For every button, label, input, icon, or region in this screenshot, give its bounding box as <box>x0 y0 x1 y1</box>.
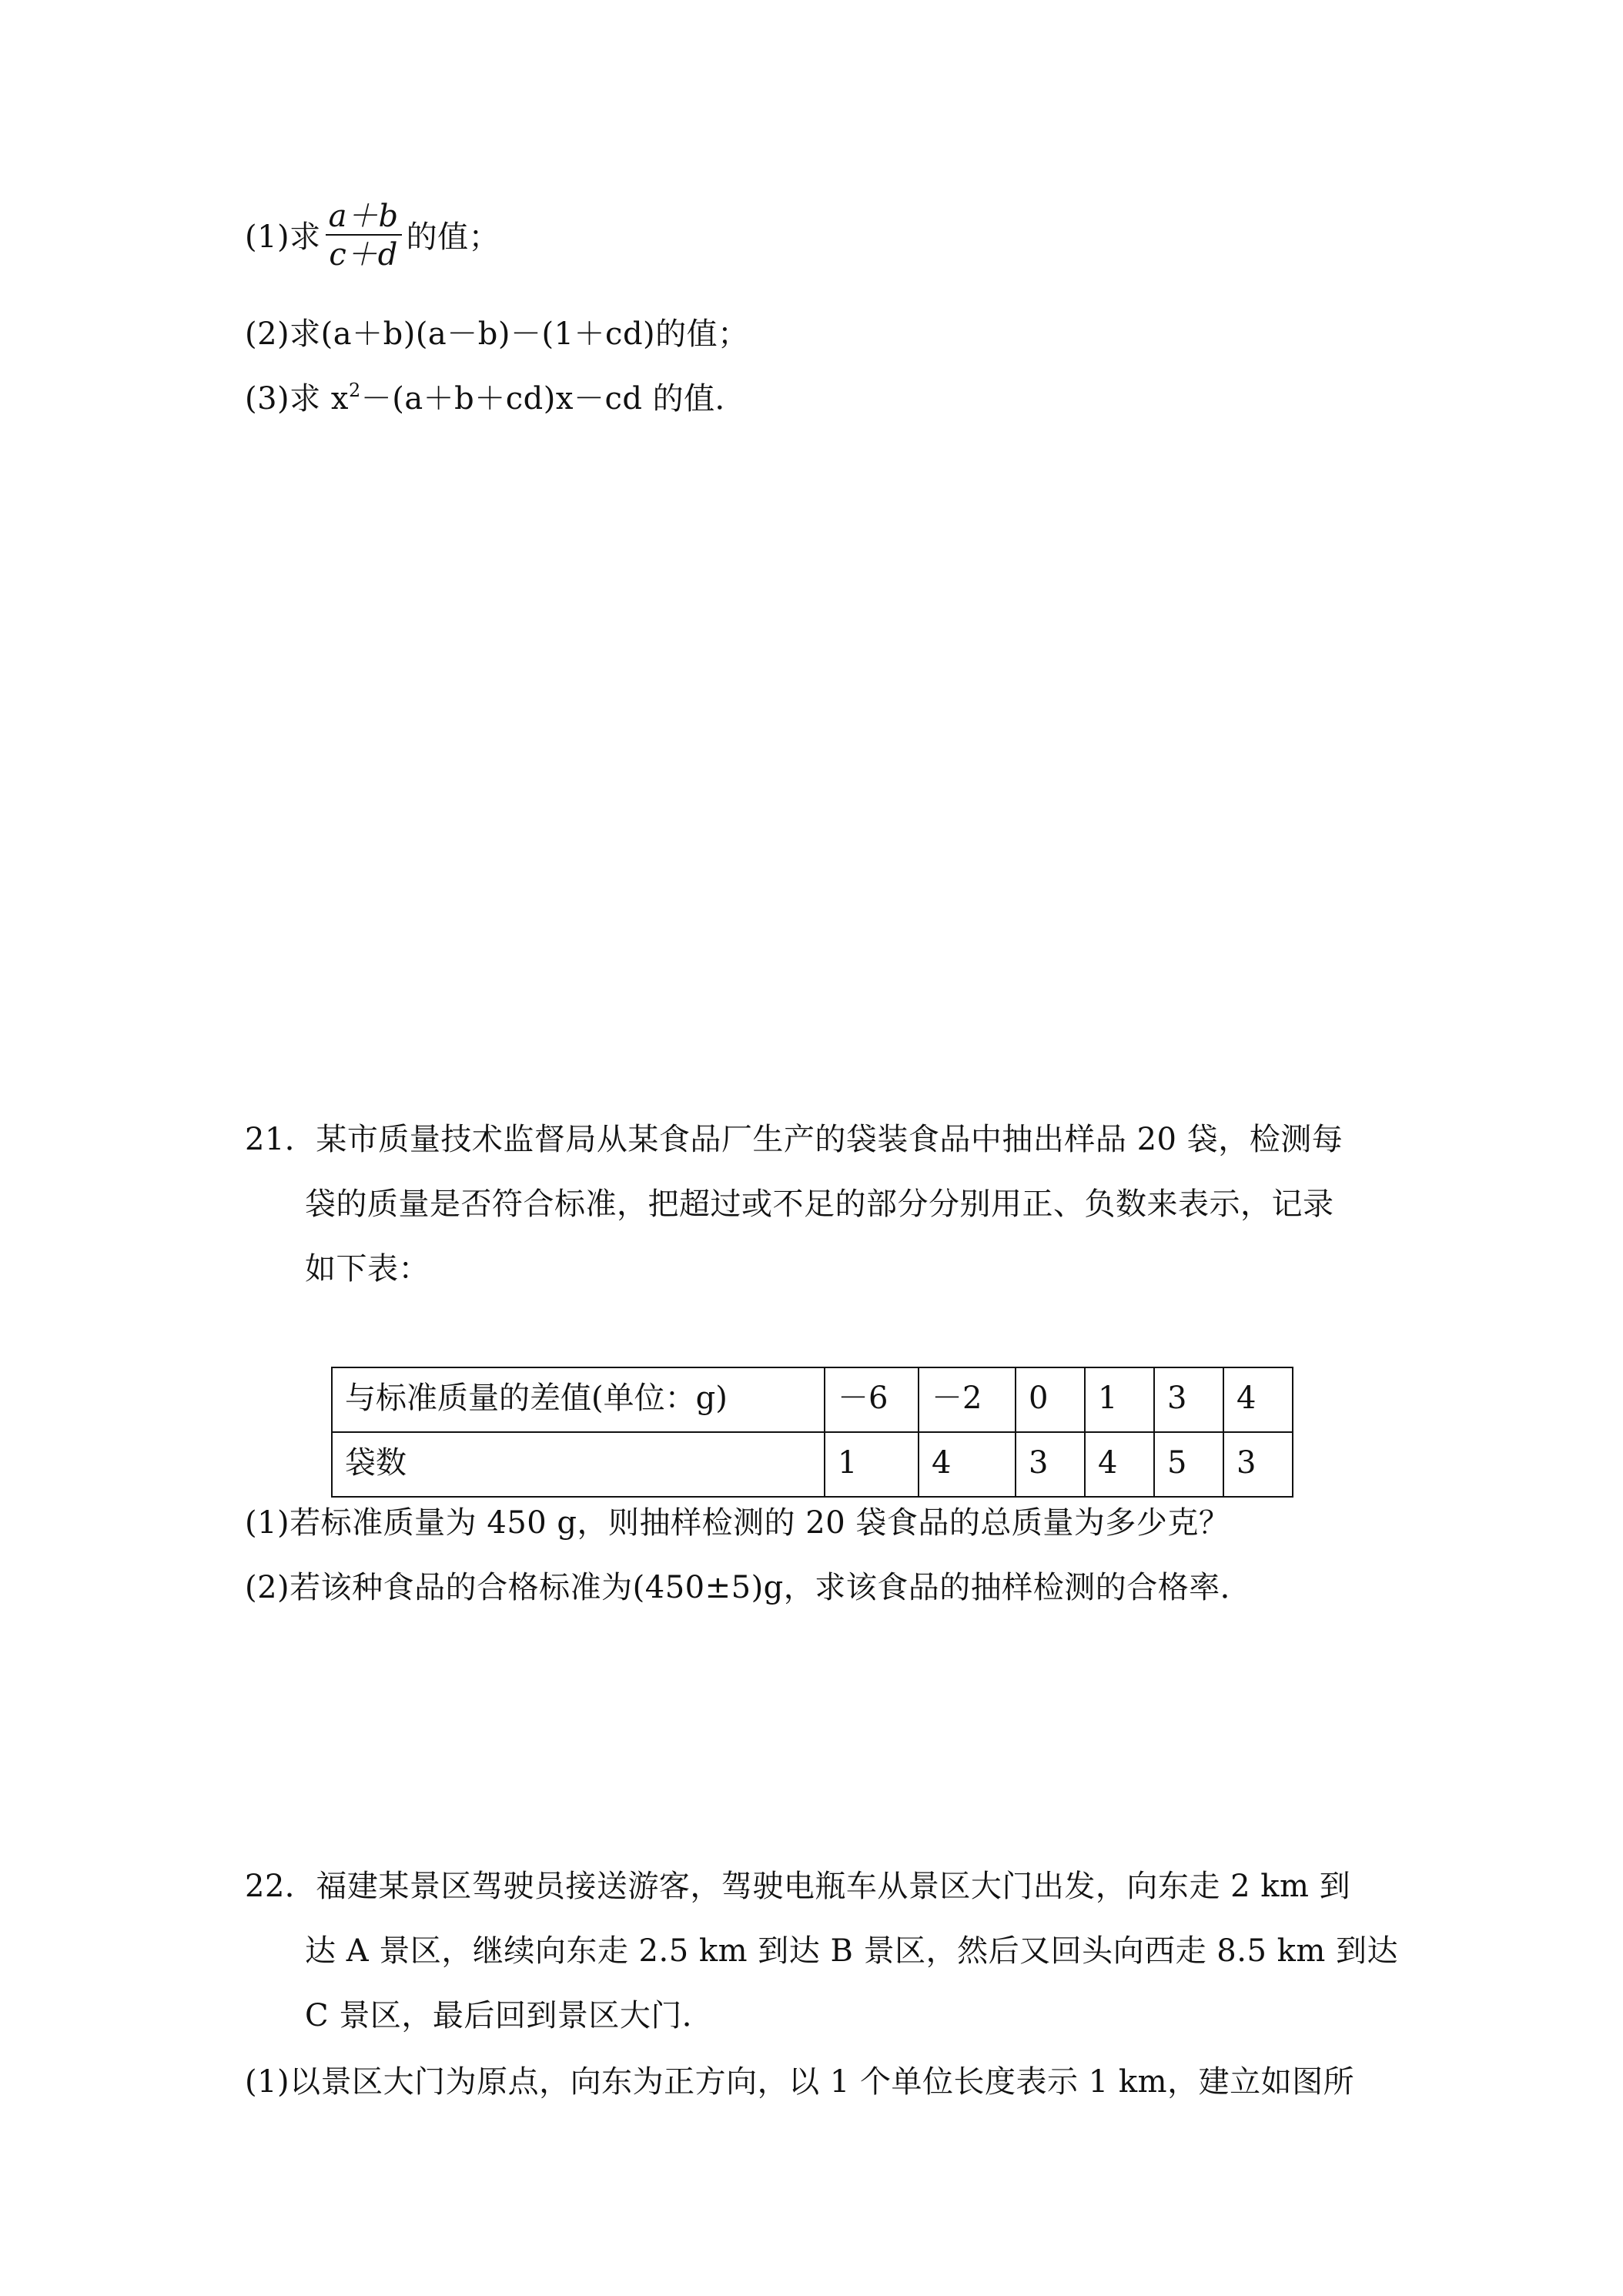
table-cell: 3 <box>1154 1367 1223 1432</box>
data-table <box>331 1367 1293 1498</box>
q21-stem-line-2: 袋的质量是否符合标准，把超过或不足的部分分别用正、负数来表示，记录 <box>305 1186 1334 1222</box>
table-row-header: 与标准质量的差值(单位：g) <box>332 1367 825 1432</box>
table-row-diffs <box>332 1367 1293 1432</box>
table-cell: 5 <box>1154 1432 1223 1497</box>
table-cell: 3 <box>1223 1432 1293 1497</box>
table-cell: 3 <box>1016 1432 1085 1497</box>
q21-stem-line-1: 21．某市质量技术监督局从某食品厂生产的袋装食品中抽出样品 20 袋，检测每 <box>245 1122 1344 1157</box>
q20-part2: (2)求(a＋b)(a－b)－(1＋cd)的值； <box>245 316 749 352</box>
q20-part1-suffix: 的值； <box>406 219 500 255</box>
fraction <box>326 199 402 274</box>
fraction-numerator: a＋b <box>326 199 402 236</box>
table-row-header: 袋数 <box>332 1432 825 1497</box>
table-cell: －6 <box>825 1367 919 1432</box>
table-row-counts <box>332 1432 1293 1497</box>
q20-part1-prefix: (1)求 <box>245 219 321 255</box>
q21-part2: (2)若该种食品的合格标准为(450±5)g，求该食品的抽样检测的合格率． <box>245 1570 1252 1605</box>
table-cell: －2 <box>919 1367 1016 1432</box>
q21-part1: (1)若标准质量为 450 g，则抽样检测的 20 袋食品的总质量为多少克？ <box>245 1505 1230 1541</box>
table-cell: 1 <box>1085 1367 1154 1432</box>
fraction-denominator: c＋d <box>329 237 398 273</box>
q22-stem-line-3: C 景区，最后回到景区大门． <box>305 1998 714 2033</box>
exponent: 2 <box>348 380 361 401</box>
table-cell: 4 <box>1223 1367 1293 1432</box>
table-cell: 0 <box>1016 1367 1085 1432</box>
q20-part3-prefix: (3)求 x <box>245 381 349 417</box>
q20-part3-suffix: －(a＋b＋cd)x－cd 的值． <box>360 381 747 417</box>
q22-stem-line-2: 达 A 景区，继续向东走 2.5 km 到达 B 景区，然后又回头向西走 8.5 km 到达 <box>305 1933 1398 1969</box>
q22-part1: (1)以景区大门为原点，向东为正方向，以 1 个单位长度表示 1 km，建立如图所 <box>245 2064 1355 2100</box>
q20-part3 <box>245 377 746 420</box>
q21-stem-line-3: 如下表： <box>305 1251 430 1287</box>
q20-part1 <box>245 199 500 277</box>
table-cell: 4 <box>1085 1432 1154 1497</box>
q22-stem-line-1: 22．福建某景区驾驶员接送游客，驾驶电瓶车从景区大门出发，向东走 2 km 到 <box>245 1869 1351 1904</box>
table-cell: 1 <box>825 1432 919 1497</box>
table-cell: 4 <box>919 1432 1016 1497</box>
